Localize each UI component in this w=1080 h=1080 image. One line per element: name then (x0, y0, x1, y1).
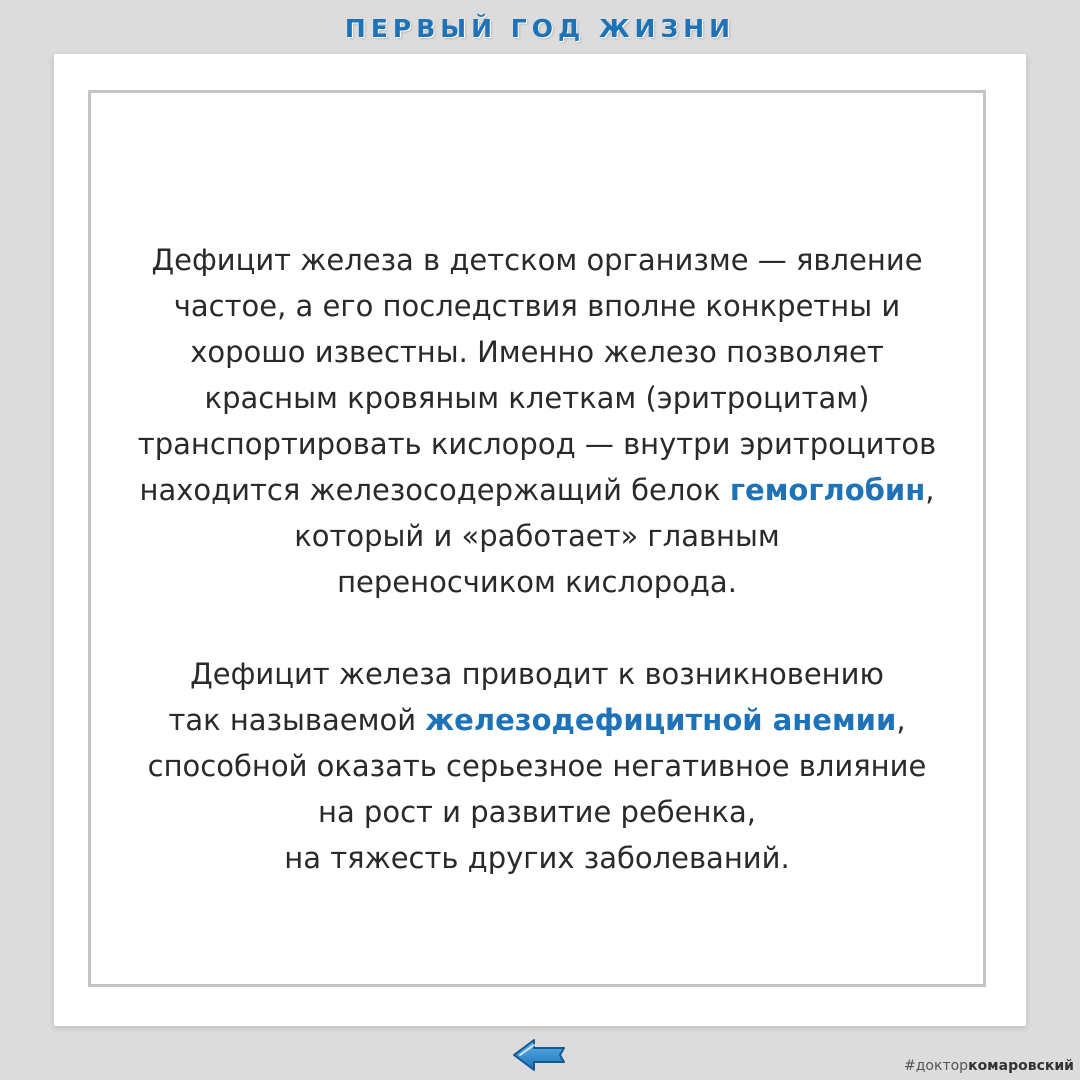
paragraph-2-line-5: на тяжесть других заболеваний. (284, 841, 790, 875)
paragraph-1-line-7: который и «работает» главным (294, 519, 780, 553)
highlight-hemoglobin: гемоглобин (729, 473, 926, 507)
paragraph-2 (111, 651, 963, 881)
content-frame (88, 90, 986, 987)
paragraph-1-line-6-punct: , (925, 473, 935, 507)
back-arrow-icon[interactable] (512, 1036, 568, 1074)
paragraph-2-line-2-punct: , (896, 703, 906, 737)
paragraph-1-line-5: транспортировать кислород — внутри эритроцитов (137, 427, 937, 461)
paragraph-1 (111, 237, 963, 605)
paragraph-1-line-6-text: находится железосодержащий белок (139, 473, 730, 507)
paragraph-2-line-2-text: так называемой (168, 703, 426, 737)
hashtag-name: комаровский (968, 1058, 1074, 1074)
paragraph-spacer (111, 605, 963, 651)
content-card (54, 54, 1026, 1026)
paragraph-1-line-1: Дефицит железа в детском организме — явление (151, 243, 923, 277)
paragraph-2-line-4: на рост и развитие ребенка, (317, 795, 756, 829)
paragraph-2-line-3: способной оказать серьезное негативное влияние (147, 749, 927, 783)
paragraph-1-line-8: переносчиком кислорода. (337, 565, 737, 599)
paragraph-1-line-2: частое, а его последствия вполне конкретны и (173, 289, 901, 323)
page-title: ПЕРВЫЙ ГОД ЖИЗНИ (344, 14, 736, 43)
brand-hashtag (904, 1058, 1074, 1074)
paragraph-1-line-3: хорошо известны. Именно железо позволяет (190, 335, 884, 369)
hashtag-prefix: #доктор (904, 1058, 969, 1074)
article-text (111, 237, 963, 881)
highlight-iron-deficiency-anemia: железодефицитной анемии (425, 703, 897, 737)
paragraph-2-line-1: Дефицит железа приводит к возникновению (190, 657, 884, 691)
paragraph-1-line-4: красным кровяным клеткам (эритроцитам) (204, 381, 870, 415)
